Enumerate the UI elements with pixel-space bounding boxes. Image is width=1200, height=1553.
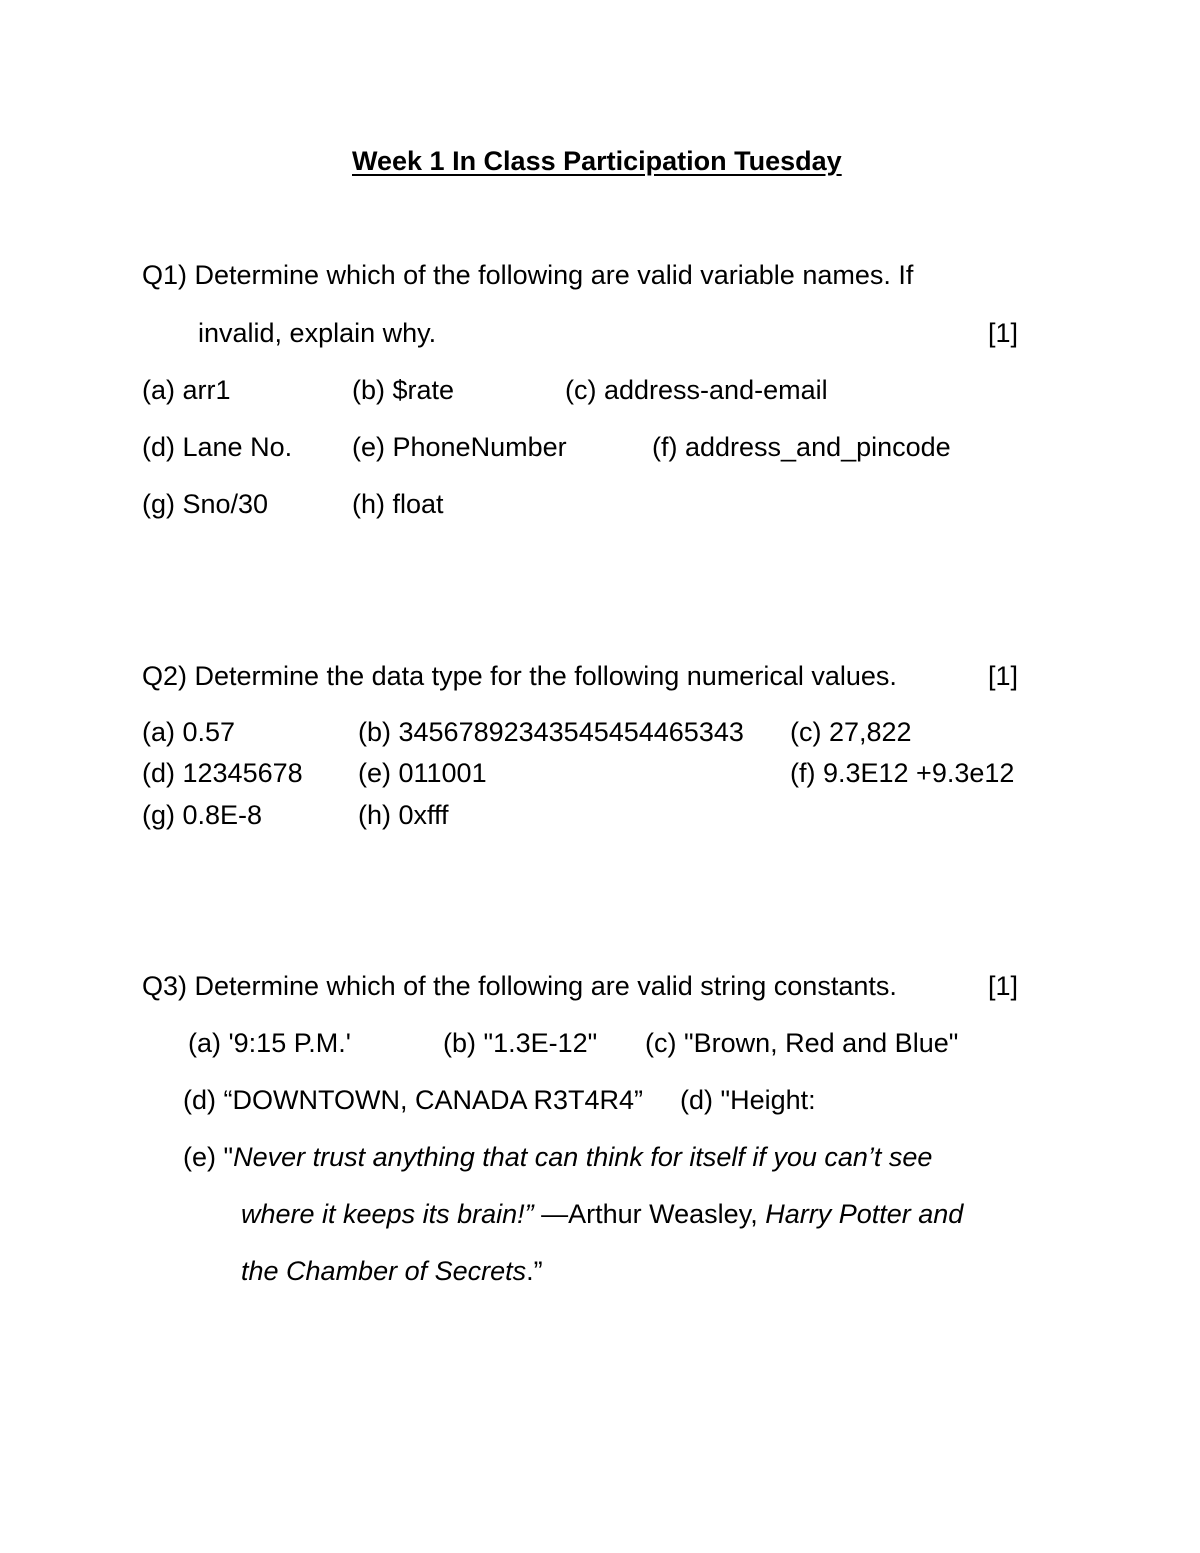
q1-option-d: (d) Lane No. — [142, 432, 293, 462]
q1-option-f: (f) address_and_pincode — [652, 432, 951, 462]
q1-option-b: (b) $rate — [352, 375, 455, 405]
q1-marks: [1] — [988, 318, 1019, 348]
q3-option-d2: (d) "Height: — [680, 1085, 816, 1115]
q1-option-h: (h) float — [352, 489, 444, 519]
q3-option-e-end: .” — [526, 1256, 543, 1286]
q1-question-line1: Q1) Determine which of the following are valid variable names. If — [142, 260, 914, 290]
q2-option-f: (f) 9.3E12 +9.3e12 — [790, 758, 1015, 788]
q1-option-g: (g) Sno/30 — [142, 489, 269, 519]
q2-option-h: (h) 0xfff — [358, 800, 449, 830]
q3-option-e-line3 — [241, 1258, 543, 1285]
q3-option-e-attribution: —Arthur Weasley, — [533, 1199, 766, 1229]
q1-option-e: (e) PhoneNumber — [352, 432, 567, 462]
q3-question: Q3) Determine which of the following are valid string constants. — [142, 971, 897, 1001]
q1-question-line2: invalid, explain why. — [198, 318, 437, 348]
q2-option-b: (b) 34567892343545454465343 — [358, 717, 744, 747]
q1-option-c: (c) address-and-email — [565, 375, 828, 405]
q2-option-e: (e) 011001 — [358, 758, 487, 788]
q3-option-a: (a) '9:15 P.M.' — [188, 1028, 351, 1058]
q2-marks: [1] — [988, 661, 1019, 691]
q2-option-d: (d) 12345678 — [142, 758, 303, 788]
q3-option-d1: (d) “DOWNTOWN, CANADA R3T4R4” — [183, 1085, 644, 1115]
q2-option-c: (c) 27,822 — [790, 717, 912, 747]
page-title: Week 1 In Class Participation Tuesday — [352, 146, 842, 176]
q1-option-a: (a) arr1 — [142, 375, 231, 405]
q3-option-b: (b) "1.3E-12" — [443, 1028, 598, 1058]
q3-option-e-quote-line2: where it keeps its brain!” — [241, 1199, 534, 1229]
q2-question: Q2) Determine the data type for the following numerical values. — [142, 661, 897, 691]
q3-option-e-line2 — [241, 1201, 963, 1228]
q3-option-e-book-line3: the Chamber of Secrets — [241, 1256, 527, 1286]
q3-option-e-quote-line1: Never trust anything that can think for itself if you can’t see — [233, 1142, 933, 1172]
q3-option-c: (c) "Brown, Red and Blue" — [645, 1028, 959, 1058]
q3-marks: [1] — [988, 971, 1019, 1001]
q3-option-e-line1 — [183, 1144, 932, 1171]
q2-option-g: (g) 0.8E-8 — [142, 800, 263, 830]
q2-option-a: (a) 0.57 — [142, 717, 236, 747]
q3-option-e-prefix: (e) " — [183, 1142, 234, 1172]
q3-option-e-book-line2: Harry Potter and — [765, 1199, 964, 1229]
